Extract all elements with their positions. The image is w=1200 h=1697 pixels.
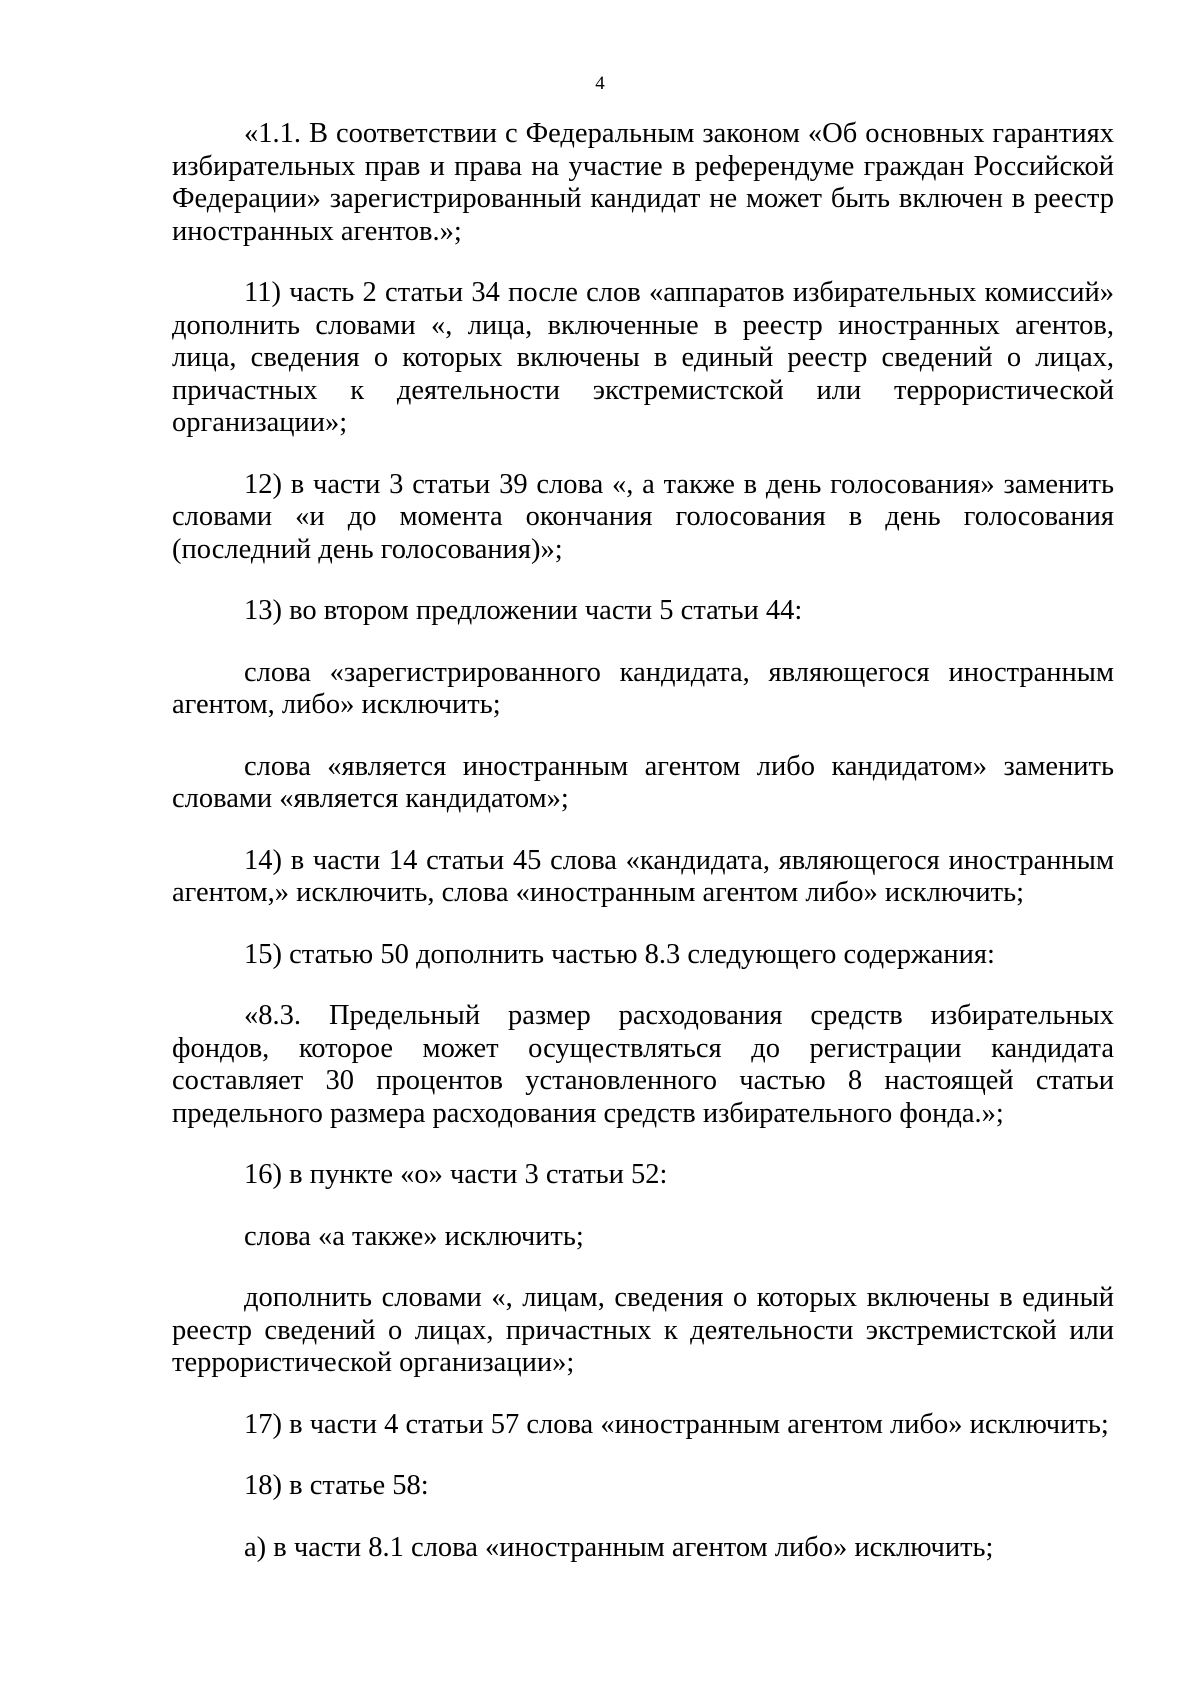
paragraph-item-13-words-1: слова «зарегистрированного кандидата, являющегося иностранным агентом, либо» исключить; [172, 656, 1114, 720]
paragraph-item-11: 11) часть 2 статьи 34 после слов «аппаратов избирательных комиссий» дополнить словами «, лица, включенные в реестр иностранных агентов, лица, сведения о которых включены в единый реестр сведений о лицах, причастных к деятельности экстремистской или террористической организации»; [172, 277, 1114, 438]
paragraph-item-18-a: а) в части 8.1 слова «иностранным агентом либо» исключить; [244, 1531, 994, 1563]
paragraph-1-1-amendment: «1.1. В соответствии с Федеральным законом «Об основных гарантиях избирательных прав и права на участие в референдуме граждан Российской Федерации» зарегистрированный кандидат не может быть включен в реестр иностранных агентов.»; [172, 118, 1114, 247]
paragraph-item-16: 16) в пункте «о» части 3 статьи 52: [244, 1159, 668, 1190]
paragraph-item-17: 17) в части 4 статьи 57 слова «иностранным агентом либо» исключить; [244, 1408, 1109, 1440]
paragraph-item-13-words-2: слова «является иностранным агентом либо кандидатом» заменить словами «является кандидатом»; [172, 750, 1114, 814]
paragraph-8-3-amendment: «8.3. Предельный размер расходования средств избирательных фондов, которое может осуществляться до регистрации кандидата составляет 30 процентов установленного частью 8 настоящей статьи предельного размера расходования средств избирательного фонда.»; [172, 1000, 1114, 1129]
page-number: 4 [595, 73, 605, 94]
paragraph-item-15: 15) статью 50 дополнить частью 8.3 следующего содержания: [244, 938, 995, 970]
paragraph-item-12: 12) в части 3 статьи 39 слова «, а также в день голосования» заменить словами «и до момента окончания голосования в день голосования (последний день голосования)»; [172, 468, 1114, 565]
paragraph-item-13: 13) во втором предложении части 5 статьи 44: [244, 595, 803, 626]
paragraph-item-14: 14) в части 14 статьи 45 слова «кандидата, являющегося иностранным агентом,» исключить, слова «иностранным агентом либо» исключить; [172, 844, 1114, 908]
paragraph-item-16-words-2: дополнить словами «, лицам, сведения о которых включены в единый реестр сведений о лицах, причастных к деятельности экстремистской или террористической организации»; [172, 1282, 1114, 1378]
paragraph-item-16-words-1: слова «а также» исключить; [244, 1220, 584, 1252]
paragraph-item-18: 18) в статье 58: [244, 1470, 429, 1501]
document-body [172, 118, 1114, 1593]
